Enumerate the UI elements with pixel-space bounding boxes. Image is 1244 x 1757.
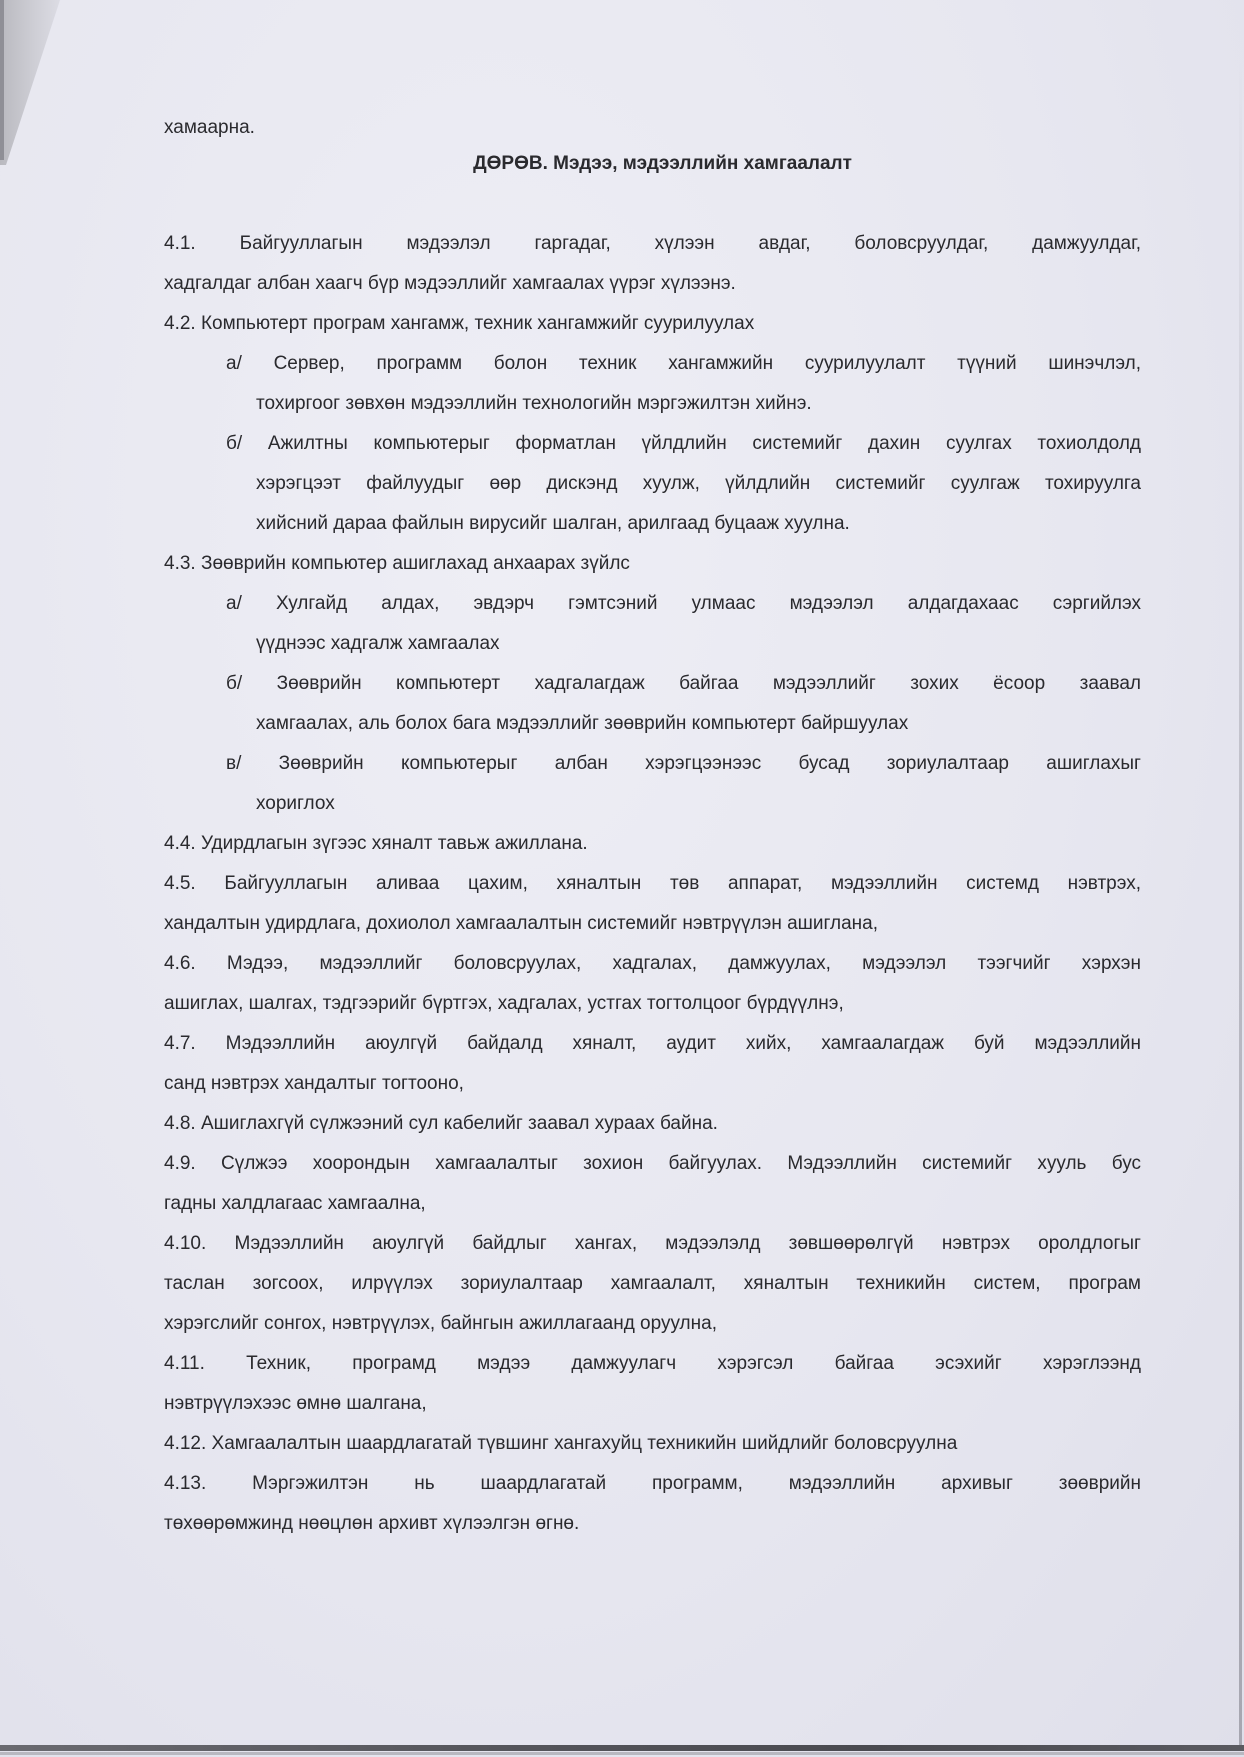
subclause-4-3-b bbox=[164, 664, 1141, 744]
clause-line: 4.11. Техник, програмд мэдээ дамжуулагч хэрэгсэл байгаа эсэхийг хэрэглээнд bbox=[164, 1353, 1141, 1374]
clause-line: 4.13. Мэргэжилтэн нь шаардлагатай программ, мэдээллийн архивыг зөөврийн bbox=[164, 1473, 1141, 1494]
clause-4-10 bbox=[164, 1224, 1141, 1344]
subclause-line: хориглох bbox=[256, 793, 335, 814]
clause-line: 4.3. Зөөврийн компьютер ашиглахад анхаарах зүйлс bbox=[164, 553, 630, 574]
clause-line: 4.7. Мэдээллийн аюулгүй байдалд хяналт, аудит хийх, хамгаалагдаж буй мэдээллийн bbox=[164, 1033, 1141, 1054]
clause-4-2 bbox=[164, 304, 1141, 544]
subclause-4-3-c bbox=[164, 744, 1141, 824]
scanner-bottom-edge-light bbox=[0, 1752, 1244, 1755]
clause-4-13 bbox=[164, 1464, 1141, 1544]
page-left-edge bbox=[0, 0, 4, 160]
clause-line: хандалтын удирдлага, дохиолол хамгаалалтын системийг нэвтрүүлэн ашиглана, bbox=[164, 913, 879, 934]
clause-line: 4.2. Компьютерт програм хангамж, техник хангамжийг суурилуулах bbox=[164, 313, 755, 334]
clause-4-3 bbox=[164, 544, 1141, 824]
clause-4-8 bbox=[164, 1104, 1141, 1144]
page-fold-shadow bbox=[0, 0, 60, 165]
subclause-line: а/ Хулгайд алдах, эвдэрч гэмтсэний улмаас мэдээлэл алдагдахаас сэргийлэх bbox=[226, 593, 1141, 614]
lead-in-text: хамаарна. bbox=[164, 117, 255, 138]
subclause-line: а/ Сервер, программ болон техник хангамжийн суурилуулалт түүний шинэчлэл, bbox=[226, 353, 1141, 374]
clause-4-9 bbox=[164, 1144, 1141, 1224]
clause-line: ашиглах, шалгах, тэдгээрийг бүртгэх, хадгалах, устгах тогтолцоог бүрдүүлнэ, bbox=[164, 993, 844, 1014]
clause-line: санд нэвтрэх хандалтыг тогтооно, bbox=[164, 1073, 464, 1094]
subclause-line: б/ Ажилтны компьютерыг форматлан үйлдлийн системийг дахин суулгах тохиолдолд bbox=[226, 433, 1141, 454]
clause-4-11 bbox=[164, 1344, 1141, 1424]
document-body bbox=[164, 118, 1141, 1544]
subclause-line: тохиргоог зөвхөн мэдээллийн технологийн мэргэжилтэн хийнэ. bbox=[256, 393, 812, 414]
subclause-4-3-a bbox=[164, 584, 1141, 664]
subclause-line: хэрэгцээт файлуудыг өөр дискэнд хуулж, үйлдлийн системийг суулгаж тохируулга bbox=[256, 473, 1141, 494]
clause-line: 4.9. Сүлжээ хоорондын хамгаалалтыг зохион байгуулах. Мэдээллийн системийг хууль бус bbox=[164, 1153, 1141, 1174]
clause-4-7 bbox=[164, 1024, 1141, 1104]
clause-line: гадны халдлагаас хамгаална, bbox=[164, 1193, 426, 1214]
clause-4-6 bbox=[164, 944, 1141, 1024]
subclause-line: хийсний дараа файлын вирусийг шалган, арилгаад буцааж хуулна. bbox=[256, 513, 850, 534]
subclause-4-2-a bbox=[164, 344, 1141, 424]
clause-line: төхөөрөмжинд нөөцлөн архивт хүлээлгэн өгнө. bbox=[164, 1513, 580, 1534]
clause-line: нэвтрүүлэхээс өмнө шалгана, bbox=[164, 1393, 427, 1414]
clause-line: 4.10. Мэдээллийн аюулгүй байдлыг хангах, мэдээлэлд зөвшөөрөлгүй нэвтрэх оролдлогыг bbox=[164, 1233, 1141, 1254]
clause-line: хадгалдаг албан хаагч бүр мэдээллийг хамгаалах үүрэг хүлээнэ. bbox=[164, 273, 736, 294]
subclause-line: б/ Зөөврийн компьютерт хадгалагдаж байгаа мэдээллийг зохих ёсоор заавал bbox=[226, 673, 1141, 694]
subclause-line: хамгаалах, аль болох бага мэдээллийг зөөврийн компьютерт байршуулах bbox=[256, 713, 909, 734]
clause-line: хэрэгслийг сонгох, нэвтрүүлэх, байнгын ажиллагаанд оруулна, bbox=[164, 1313, 717, 1334]
clause-4-12 bbox=[164, 1424, 1141, 1464]
page-right-edge bbox=[1239, 60, 1242, 1750]
scanner-bottom-edge bbox=[0, 1745, 1244, 1751]
clause-line: таслан зогсоох, илрүүлэх зориулалтаар хамгаалалт, хяналтын техникийн систем, програм bbox=[164, 1273, 1141, 1294]
clause-line: 4.5. Байгууллагын аливаа цахим, хяналтын төв аппарат, мэдээллийн системд нэвтрэх, bbox=[164, 873, 1141, 894]
subclause-4-2-b bbox=[164, 424, 1141, 544]
clause-4-5 bbox=[164, 864, 1141, 944]
subclause-line: в/ Зөөврийн компьютерыг албан хэрэгцээнээс бусад зориулалтаар ашиглахыг bbox=[226, 753, 1141, 774]
clause-4-1 bbox=[164, 224, 1141, 304]
subclause-line: үүднээс хадгалж хамгаалах bbox=[256, 633, 500, 654]
section-title: ДӨРӨВ. Мэдээ, мэдээллийн хамгаалалт bbox=[473, 153, 852, 174]
clause-line: 4.8. Ашиглахгүй сүлжээний сул кабелийг заавал хураах байна. bbox=[164, 1113, 718, 1134]
clause-line: 4.4. Удирдлагын зүгээс хяналт тавьж ажиллана. bbox=[164, 833, 588, 854]
clause-line: 4.12. Хамгаалалтын шаардлагатай түвшинг хангахуйц техникийн шийдлийг боловсруулна bbox=[164, 1433, 958, 1454]
clause-line: 4.1. Байгууллагын мэдээлэл гаргадаг, хүлээн авдаг, боловсруулдаг, дамжуулдаг, bbox=[164, 233, 1141, 254]
clause-line: 4.6. Мэдээ, мэдээллийг боловсруулах, хадгалах, дамжуулах, мэдээлэл тээгчийг хэрхэн bbox=[164, 953, 1141, 974]
clause-4-4 bbox=[164, 824, 1141, 864]
